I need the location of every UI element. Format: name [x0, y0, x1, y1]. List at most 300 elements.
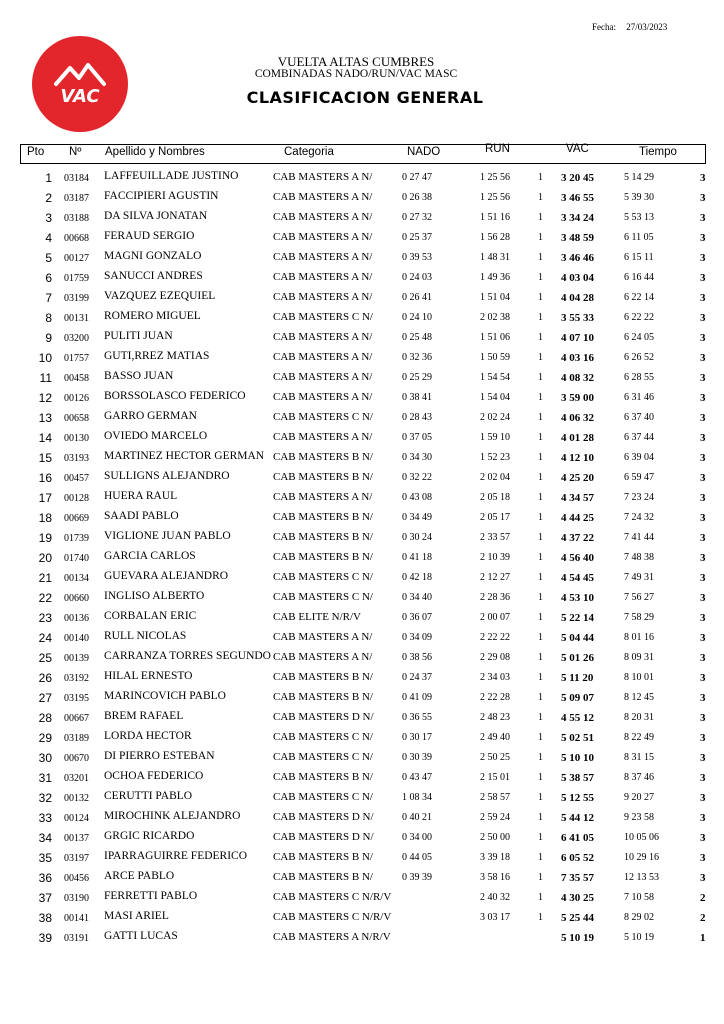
vac-time-cell: 5 04 44 [561, 632, 594, 644]
bib-number-cell: 01757 [64, 353, 89, 364]
category-cell: CAB MASTERS B N/ [273, 671, 373, 683]
category-cell: CAB MASTERS B N/ [273, 691, 373, 703]
athlete-name-cell: BORSSOLASCO FEDERICO [104, 390, 246, 402]
total-time-cell: 10 29 16 [624, 852, 659, 863]
total-time-cell: 6 22 14 [624, 292, 654, 303]
run-time-cell: 1 54 54 [480, 372, 510, 383]
bib-number-cell: 01759 [64, 273, 89, 284]
table-row [0, 470, 724, 490]
nado-time-cell: 0 24 03 [402, 272, 432, 283]
run-count-cell: 1 [538, 712, 543, 723]
category-cell: CAB MASTERS B N/ [273, 871, 373, 883]
vac-time-cell: 5 38 57 [561, 772, 594, 784]
athlete-name-cell: FACCIPIERI AGUSTIN [104, 190, 219, 202]
run-time-cell: 2 34 03 [480, 672, 510, 683]
stages-cell: 3 [700, 872, 706, 884]
table-row [0, 730, 724, 750]
athlete-name-cell: MAGNI GONZALO [104, 250, 202, 262]
rank-cell: 6 [45, 271, 52, 285]
nado-time-cell: 0 38 41 [402, 392, 432, 403]
nado-time-cell: 0 39 39 [402, 872, 432, 883]
nado-time-cell: 0 25 37 [402, 232, 432, 243]
rank-cell: 11 [39, 371, 52, 385]
total-time-cell: 8 09 31 [624, 652, 654, 663]
bib-number-cell: 03199 [64, 293, 89, 304]
stages-cell: 3 [700, 372, 706, 384]
table-row [0, 550, 724, 570]
run-time-cell: 1 25 56 [480, 192, 510, 203]
total-time-cell: 6 16 44 [624, 272, 654, 283]
event-subtitle-text: COMBINADAS NADO/RUN/VAC MASC [254, 68, 458, 80]
stages-cell: 3 [700, 712, 706, 724]
run-time-cell: 1 51 16 [480, 212, 510, 223]
stages-cell: 3 [700, 512, 706, 524]
category-cell: CAB MASTERS A N/ [273, 231, 373, 243]
athlete-name-cell: ARCE PABLO [104, 870, 175, 882]
nado-time-cell: 0 43 08 [402, 492, 432, 503]
bib-number-cell: 00139 [64, 653, 89, 664]
category-cell: CAB MASTERS D N/ [273, 811, 374, 823]
nado-time-cell: 0 44 05 [402, 852, 432, 863]
total-time-cell: 6 37 44 [624, 432, 654, 443]
bib-number-cell: 00132 [64, 793, 89, 804]
run-time-cell: 2 33 57 [480, 532, 510, 543]
total-time-cell: 8 31 15 [624, 752, 654, 763]
bib-number-cell: 01739 [64, 533, 89, 544]
run-count-cell: 1 [538, 852, 543, 863]
athlete-name-cell: LORDA HECTOR [104, 730, 192, 742]
col-name: Apellido y Nombres [105, 146, 205, 158]
category-cell: CAB MASTERS A N/R/V [273, 931, 391, 943]
table-row [0, 210, 724, 230]
total-time-cell: 7 49 31 [624, 572, 654, 583]
run-count-cell: 1 [538, 192, 543, 203]
total-time-cell: 8 20 31 [624, 712, 654, 723]
run-time-cell: 2 12 27 [480, 572, 510, 583]
date-label: Fecha: [592, 22, 616, 32]
rank-cell: 37 [38, 891, 52, 905]
nado-time-cell: 0 43 47 [402, 772, 432, 783]
table-row [0, 350, 724, 370]
vac-time-cell: 4 37 22 [561, 532, 594, 544]
vac-logo-mark [32, 36, 128, 132]
stages-cell: 3 [700, 332, 706, 344]
rank-cell: 14 [38, 431, 52, 445]
col-nado: NADO [407, 146, 441, 158]
run-time-cell: 1 54 04 [480, 392, 510, 403]
stages-cell: 3 [700, 452, 706, 464]
run-time-cell: 2 22 28 [480, 692, 510, 703]
vac-time-cell: 7 35 57 [561, 872, 594, 884]
category-cell: CAB MASTERS B N/ [273, 851, 373, 863]
category-cell: CAB MASTERS C N/ [273, 751, 373, 763]
category-cell: CAB MASTERS A N/ [273, 331, 373, 343]
athlete-name-cell: SULLIGNS ALEJANDRO [104, 470, 230, 482]
rank-cell: 26 [38, 671, 52, 685]
vac-time-cell: 4 06 32 [561, 412, 594, 424]
vac-time-cell: 5 10 10 [561, 752, 594, 764]
bib-number-cell: 00660 [64, 593, 89, 604]
run-time-cell: 2 58 57 [480, 792, 510, 803]
run-count-cell: 1 [538, 652, 543, 663]
vac-time-cell: 4 03 04 [561, 272, 594, 284]
event-subtitle [0, 68, 724, 80]
run-count-cell: 1 [538, 632, 543, 643]
table-row [0, 930, 724, 950]
vac-time-cell: 6 05 52 [561, 852, 594, 864]
bib-number-cell: 03195 [64, 693, 89, 704]
vac-time-cell: 6 41 05 [561, 832, 594, 844]
table-row [0, 370, 724, 390]
run-count-cell: 1 [538, 352, 543, 363]
stages-cell: 3 [700, 632, 706, 644]
athlete-name-cell: FERRETTI PABLO [104, 890, 198, 902]
category-cell: CAB MASTERS B N/ [273, 531, 373, 543]
category-cell: CAB MASTERS B N/ [273, 451, 373, 463]
page-heading [0, 88, 724, 107]
bib-number-cell: 00669 [64, 513, 89, 524]
vac-time-cell: 5 10 19 [561, 932, 594, 944]
table-row [0, 810, 724, 830]
run-time-cell: 2 50 00 [480, 832, 510, 843]
athlete-name-cell: DA SILVA JONATAN [104, 210, 208, 222]
nado-time-cell: 0 34 30 [402, 452, 432, 463]
run-time-cell: 2 10 39 [480, 552, 510, 563]
run-count-cell: 1 [538, 232, 543, 243]
stages-cell: 3 [700, 392, 706, 404]
run-count-cell: 1 [538, 452, 543, 463]
vac-time-cell: 4 04 28 [561, 292, 594, 304]
stages-cell: 3 [700, 492, 706, 504]
nado-time-cell: 0 27 32 [402, 212, 432, 223]
category-cell: CAB MASTERS C N/ [273, 311, 373, 323]
rank-cell: 4 [45, 231, 52, 245]
nado-time-cell: 0 41 18 [402, 552, 432, 563]
vac-time-cell: 4 44 25 [561, 512, 594, 524]
page-heading-text: CLASIFICACION GENERAL [246, 88, 484, 107]
run-time-cell: 2 02 24 [480, 412, 510, 423]
athlete-name-cell: VIGLIONE JUAN PABLO [104, 530, 231, 542]
run-time-cell: 2 00 07 [480, 612, 510, 623]
bib-number-cell: 03193 [64, 453, 89, 464]
table-row [0, 910, 724, 930]
table-row [0, 670, 724, 690]
category-cell: CAB MASTERS A N/ [273, 631, 373, 643]
run-time-cell: 1 56 28 [480, 232, 510, 243]
date-value: 27/03/2023 [626, 22, 668, 32]
nado-time-cell: 0 27 47 [402, 172, 432, 183]
vac-time-cell: 4 53 10 [561, 592, 594, 604]
bib-number-cell: 00457 [64, 473, 89, 484]
bib-number-cell: 00141 [64, 913, 89, 924]
category-cell: CAB MASTERS A N/ [273, 171, 373, 183]
category-cell: CAB MASTERS A N/ [273, 371, 373, 383]
category-cell: CAB ELITE N/R/V [273, 611, 361, 623]
total-time-cell: 6 26 52 [624, 352, 654, 363]
table-row [0, 710, 724, 730]
category-cell: CAB MASTERS A N/ [273, 291, 373, 303]
vac-time-cell: 3 34 24 [561, 212, 594, 224]
stages-cell: 3 [700, 732, 706, 744]
total-time-cell: 6 28 55 [624, 372, 654, 383]
total-time-cell: 8 10 01 [624, 672, 654, 683]
run-time-cell: 2 40 32 [480, 892, 510, 903]
stages-cell: 3 [700, 432, 706, 444]
vac-time-cell: 3 55 33 [561, 312, 594, 324]
stages-cell: 3 [700, 472, 706, 484]
nado-time-cell: 0 30 24 [402, 532, 432, 543]
total-time-cell: 8 37 46 [624, 772, 654, 783]
run-count-cell: 1 [538, 772, 543, 783]
run-time-cell: 2 49 40 [480, 732, 510, 743]
bib-number-cell: 00126 [64, 393, 89, 404]
col-run: RUN [485, 143, 510, 155]
run-time-cell: 2 02 04 [480, 472, 510, 483]
run-time-cell: 2 50 25 [480, 752, 510, 763]
nado-time-cell: 0 26 38 [402, 192, 432, 203]
rank-cell: 16 [38, 471, 52, 485]
total-time-cell: 5 10 19 [624, 932, 654, 943]
vac-time-cell: 4 08 32 [561, 372, 594, 384]
category-cell: CAB MASTERS A N/ [273, 191, 373, 203]
stages-cell: 3 [700, 212, 706, 224]
stages-cell: 3 [700, 572, 706, 584]
run-time-cell: 2 05 17 [480, 512, 510, 523]
table-row [0, 750, 724, 770]
athlete-name-cell: OVIEDO MARCELO [104, 430, 208, 442]
vac-time-cell: 3 46 46 [561, 252, 594, 264]
nado-time-cell: 0 40 21 [402, 812, 432, 823]
rank-cell: 29 [38, 731, 52, 745]
athlete-name-cell: CORBALAN ERIC [104, 610, 197, 622]
vac-time-cell: 4 03 16 [561, 352, 594, 364]
total-time-cell: 7 23 24 [624, 492, 654, 503]
run-time-cell: 1 52 23 [480, 452, 510, 463]
rank-cell: 20 [38, 551, 52, 565]
run-count-cell: 1 [538, 372, 543, 383]
rank-cell: 21 [38, 571, 52, 585]
total-time-cell: 6 59 47 [624, 472, 654, 483]
stages-cell: 3 [700, 312, 706, 324]
bib-number-cell: 00658 [64, 413, 89, 424]
total-time-cell: 6 11 05 [624, 232, 654, 243]
stages-cell: 3 [700, 272, 706, 284]
athlete-name-cell: DI PIERRO ESTEBAN [104, 750, 215, 762]
rank-cell: 32 [38, 791, 52, 805]
bib-number-cell: 00134 [64, 573, 89, 584]
stages-cell: 3 [700, 752, 706, 764]
bib-number-cell: 03192 [64, 673, 89, 684]
stages-cell: 2 [700, 912, 706, 924]
stages-cell: 3 [700, 172, 706, 184]
table-row [0, 830, 724, 850]
run-count-cell: 1 [538, 612, 543, 623]
run-time-cell: 2 22 22 [480, 632, 510, 643]
run-time-cell: 2 05 18 [480, 492, 510, 503]
table-row [0, 170, 724, 190]
nado-time-cell: 0 25 29 [402, 372, 432, 383]
athlete-name-cell: GARCIA CARLOS [104, 550, 196, 562]
nado-time-cell: 0 30 39 [402, 752, 432, 763]
bib-number-cell: 00128 [64, 493, 89, 504]
category-cell: CAB MASTERS A N/ [273, 251, 373, 263]
category-cell: CAB MASTERS B N/ [273, 771, 373, 783]
stages-cell: 3 [700, 792, 706, 804]
athlete-name-cell: INGLISO ALBERTO [104, 590, 205, 602]
vac-time-cell: 4 07 10 [561, 332, 594, 344]
run-count-cell: 1 [538, 912, 543, 923]
athlete-name-cell: MIROCHINK ALEJANDRO [104, 810, 241, 822]
nado-time-cell: 0 38 56 [402, 652, 432, 663]
table-row [0, 390, 724, 410]
run-count-cell: 1 [538, 472, 543, 483]
bib-number-cell: 00137 [64, 833, 89, 844]
category-cell: CAB MASTERS A N/ [273, 211, 373, 223]
total-time-cell: 6 37 40 [624, 412, 654, 423]
rank-cell: 19 [38, 531, 52, 545]
run-time-cell: 2 29 08 [480, 652, 510, 663]
stages-cell: 3 [700, 532, 706, 544]
category-cell: CAB MASTERS C N/ [273, 591, 373, 603]
vac-time-cell: 3 20 45 [561, 172, 594, 184]
stages-cell: 2 [700, 892, 706, 904]
bib-number-cell: 00130 [64, 433, 89, 444]
rank-cell: 36 [38, 871, 52, 885]
rank-cell: 27 [38, 691, 52, 705]
bib-number-cell: 00140 [64, 633, 89, 644]
run-time-cell: 3 39 18 [480, 852, 510, 863]
table-row [0, 310, 724, 330]
table-row [0, 330, 724, 350]
athlete-name-cell: MARINCOVICH PABLO [104, 690, 226, 702]
rank-cell: 5 [45, 251, 52, 265]
total-time-cell: 10 05 06 [624, 832, 659, 843]
run-count-cell: 1 [538, 812, 543, 823]
total-time-cell: 6 22 22 [624, 312, 654, 323]
nado-time-cell: 0 30 17 [402, 732, 432, 743]
rank-cell: 17 [38, 491, 52, 505]
nado-time-cell: 0 37 05 [402, 432, 432, 443]
nado-time-cell: 0 34 00 [402, 832, 432, 843]
category-cell: CAB MASTERS C N/R/V [273, 891, 392, 903]
run-count-cell: 1 [538, 752, 543, 763]
run-time-cell: 3 03 17 [480, 912, 510, 923]
nado-time-cell: 0 34 09 [402, 632, 432, 643]
rank-cell: 39 [38, 931, 52, 945]
run-count-cell: 1 [538, 552, 543, 563]
run-count-cell: 1 [538, 872, 543, 883]
bib-number-cell: 03189 [64, 733, 89, 744]
nado-time-cell: 0 32 36 [402, 352, 432, 363]
table-row [0, 790, 724, 810]
category-cell: CAB MASTERS A N/ [273, 651, 373, 663]
run-count-cell: 1 [538, 392, 543, 403]
run-time-cell: 2 59 24 [480, 812, 510, 823]
athlete-name-cell: CARRANZA TORRES SEGUNDO [104, 650, 271, 662]
total-time-cell: 9 20 27 [624, 792, 654, 803]
rank-cell: 1 [45, 171, 52, 185]
athlete-name-cell: IPARRAGUIRRE FEDERICO [104, 850, 248, 862]
total-time-cell: 8 22 49 [624, 732, 654, 743]
total-time-cell: 6 24 05 [624, 332, 654, 343]
vac-time-cell: 4 30 25 [561, 892, 594, 904]
vac-time-cell: 5 25 44 [561, 912, 594, 924]
nado-time-cell: 0 34 49 [402, 512, 432, 523]
total-time-cell: 8 12 45 [624, 692, 654, 703]
vac-time-cell: 5 22 14 [561, 612, 594, 624]
table-row [0, 690, 724, 710]
run-count-cell: 1 [538, 792, 543, 803]
rank-cell: 22 [38, 591, 52, 605]
table-row [0, 890, 724, 910]
run-time-cell: 1 25 56 [480, 172, 510, 183]
rank-cell: 31 [38, 771, 52, 785]
bib-number-cell: 03190 [64, 893, 89, 904]
run-count-cell: 1 [538, 272, 543, 283]
category-cell: CAB MASTERS C N/R/V [273, 911, 392, 923]
stages-cell: 3 [700, 352, 706, 364]
vac-time-cell: 4 25 20 [561, 472, 594, 484]
table-row [0, 290, 724, 310]
athlete-name-cell: GUEVARA ALEJANDRO [104, 570, 229, 582]
table-header [20, 144, 706, 164]
category-cell: CAB MASTERS A N/ [273, 431, 373, 443]
bib-number-cell: 03187 [64, 193, 89, 204]
run-count-cell: 1 [538, 252, 543, 263]
nado-time-cell: 0 28 43 [402, 412, 432, 423]
rank-cell: 9 [45, 331, 52, 345]
category-cell: CAB MASTERS A N/ [273, 391, 373, 403]
rank-cell: 25 [38, 651, 52, 665]
table-row [0, 510, 724, 530]
bib-number-cell: 00131 [64, 313, 89, 324]
run-count-cell: 1 [538, 572, 543, 583]
nado-time-cell: 0 24 10 [402, 312, 432, 323]
event-title-text: VUELTA ALTAS CUMBRES [277, 54, 435, 69]
run-count-cell: 1 [538, 432, 543, 443]
nado-time-cell: 0 36 07 [402, 612, 432, 623]
run-count-cell: 1 [538, 672, 543, 683]
rank-cell: 13 [38, 411, 52, 425]
vac-time-cell: 5 44 12 [561, 812, 594, 824]
run-count-cell: 1 [538, 172, 543, 183]
rank-cell: 30 [38, 751, 52, 765]
stages-cell: 3 [700, 672, 706, 684]
bib-number-cell: 00458 [64, 373, 89, 384]
stages-cell: 3 [700, 812, 706, 824]
col-pto: Pto [27, 146, 45, 158]
run-count-cell: 1 [538, 492, 543, 503]
bib-number-cell: 00124 [64, 813, 89, 824]
total-time-cell: 9 23 58 [624, 812, 654, 823]
athlete-name-cell: GATTI LUCAS [104, 930, 178, 942]
rank-cell: 24 [38, 631, 52, 645]
run-time-cell: 1 51 06 [480, 332, 510, 343]
nado-time-cell: 0 36 55 [402, 712, 432, 723]
vac-logo [32, 36, 128, 132]
vac-time-cell: 5 09 07 [561, 692, 594, 704]
nado-time-cell: 0 24 37 [402, 672, 432, 683]
run-time-cell: 3 58 16 [480, 872, 510, 883]
athlete-name-cell: FERAUD SERGIO [104, 230, 195, 242]
category-cell: CAB MASTERS B N/ [273, 551, 373, 563]
athlete-name-cell: GRGIC RICARDO [104, 830, 195, 842]
vac-time-cell: 5 02 51 [561, 732, 594, 744]
bib-number-cell: 03200 [64, 333, 89, 344]
bib-number-cell: 03188 [64, 213, 89, 224]
rank-cell: 10 [38, 351, 52, 365]
vac-time-cell: 4 56 40 [561, 552, 594, 564]
